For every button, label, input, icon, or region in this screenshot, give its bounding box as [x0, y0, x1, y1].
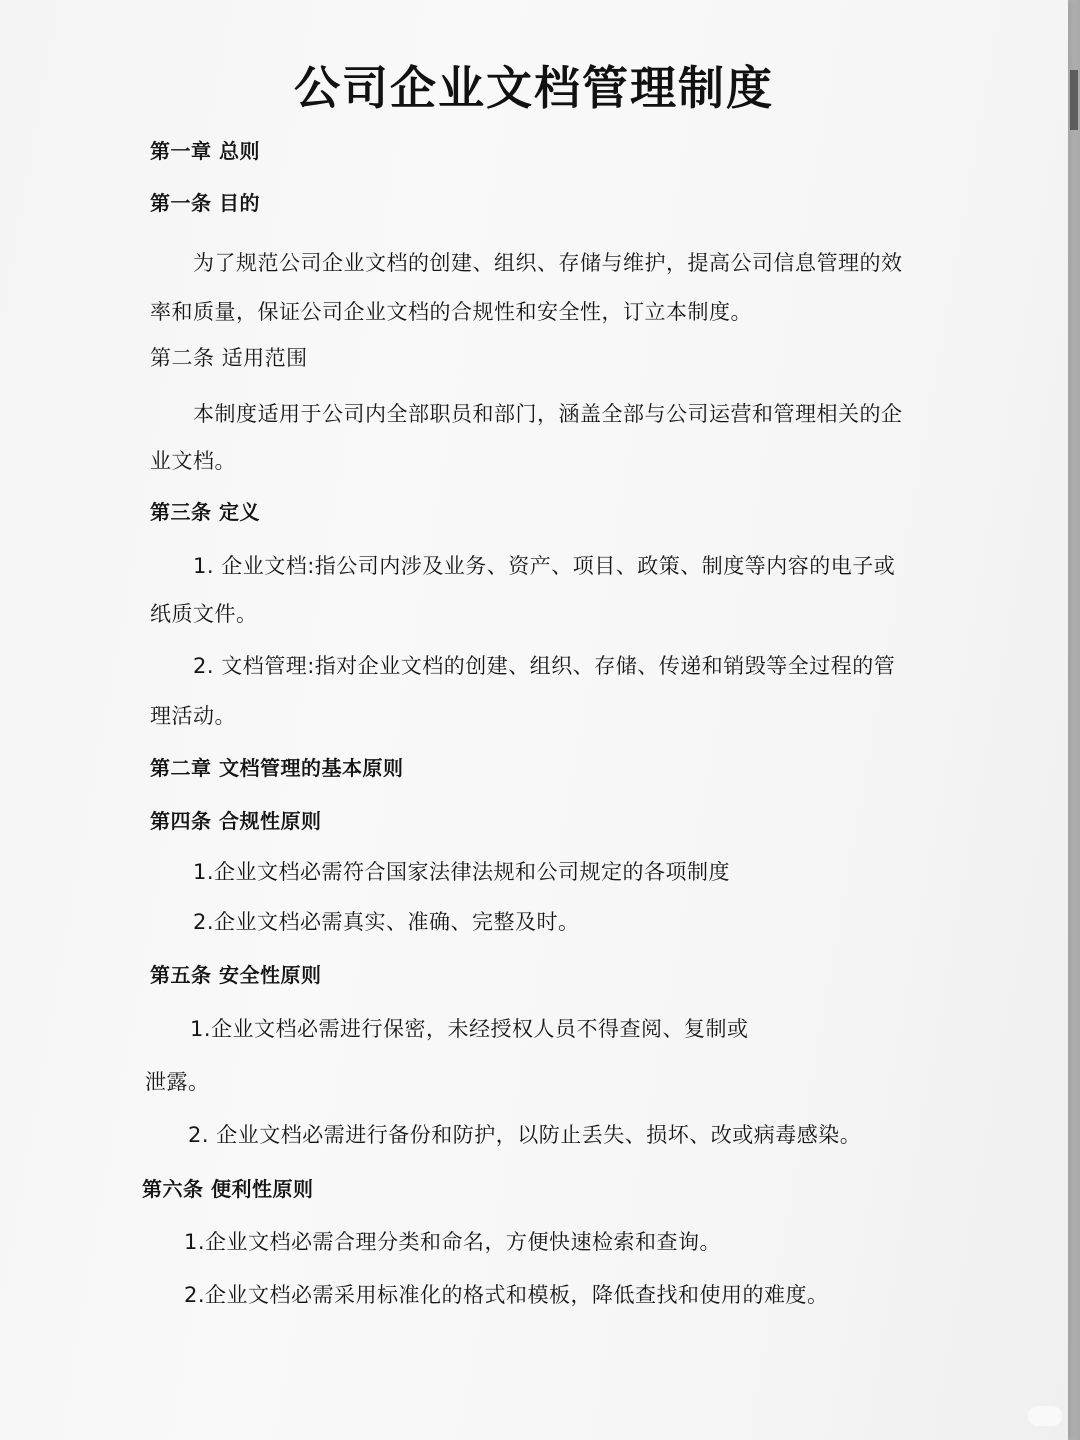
article-2-paragraph-line-2: 业文档。 [150, 449, 236, 473]
corner-watermark-icon [1028, 1406, 1062, 1426]
article-4-heading: 第四条 合规性原则 [150, 809, 322, 833]
article-3-item-2-line-2: 理活动。 [150, 704, 236, 728]
article-1-paragraph-line-2: 率和质量，保证公司企业文档的合规性和安全性，订立本制度。 [150, 300, 752, 324]
article-5-item-1-line-1: 1.企业文档必需进行保密，未经授权人员不得查阅、复制或 [190, 1017, 749, 1041]
article-6-heading: 第六条 便利性原则 [142, 1177, 314, 1201]
article-3-item-2-line-1: 2. 文档管理:指对企业文档的创建、组织、存储、传递和销毁等全过程的管 [193, 654, 896, 678]
article-2-heading: 第二条 适用范围 [150, 346, 308, 370]
article-3-item-1-line-1: 1. 企业文档:指公司内涉及业务、资产、项目、政策、制度等内容的电子或 [193, 554, 896, 578]
article-1-paragraph-line-1: 为了规范公司企业文档的创建、组织、存储与维护，提高公司信息管理的效 [193, 251, 903, 275]
article-6-item-1: 1.企业文档必需合理分类和命名，方便快速检索和查询。 [184, 1230, 722, 1254]
article-2-paragraph-line-1: 本制度适用于公司内全部职员和部门，涵盖全部与公司运营和管理相关的企 [193, 402, 903, 426]
page-edge-shadow [1066, 0, 1080, 1440]
article-5-item-2: 2. 企业文档必需进行备份和防护，以防止丢失、损坏、改或病毒感染。 [188, 1123, 862, 1147]
article-1-heading: 第一条 目的 [150, 191, 260, 215]
document-title: 公司企业文档管理制度 [294, 61, 774, 115]
chapter-1-heading: 第一章 总则 [150, 139, 260, 163]
article-6-item-2: 2.企业文档必需采用标准化的格式和模板，降低查找和使用的难度。 [184, 1283, 829, 1307]
article-3-heading: 第三条 定义 [150, 500, 260, 524]
article-3-item-1-line-2: 纸质文件。 [150, 602, 258, 626]
article-4-item-1: 1.企业文档必需符合国家法律法规和公司规定的各项制度 [193, 860, 731, 884]
chapter-2-heading: 第二章 文档管理的基本原则 [150, 756, 404, 780]
article-5-heading: 第五条 安全性原则 [150, 963, 322, 987]
article-4-item-2: 2.企业文档必需真实、准确、完整及时。 [193, 910, 580, 934]
article-5-item-1-line-2: 泄露。 [145, 1070, 210, 1094]
